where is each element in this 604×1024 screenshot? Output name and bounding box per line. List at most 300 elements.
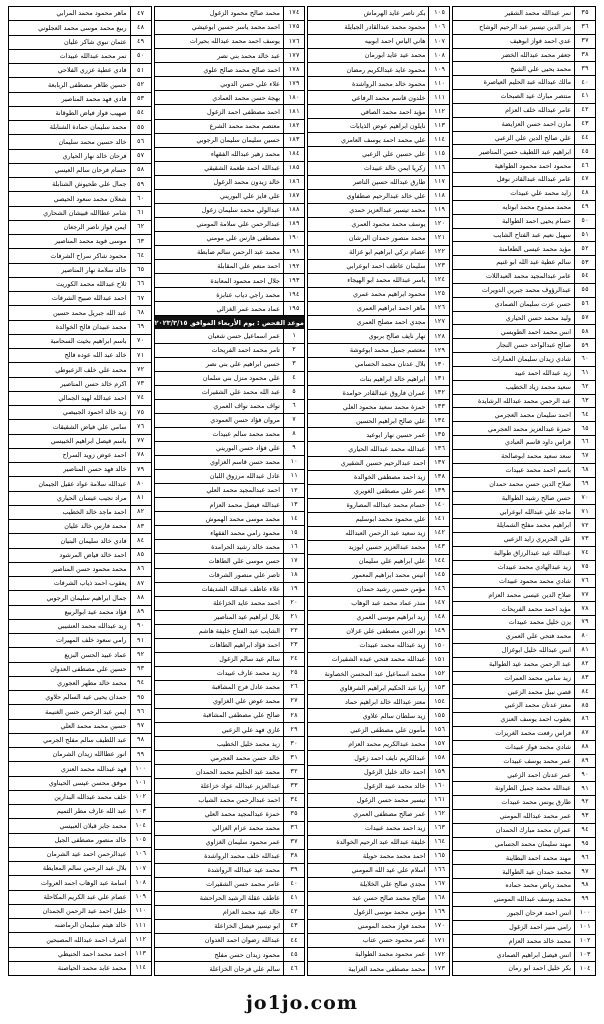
person-name: حمزة عبدالمجيد محمد العلي — [204, 809, 280, 818]
list-row — [155, 597, 304, 611]
person-name: حسام محمد عبدالله المصاروة — [346, 500, 426, 509]
row-number: ٢٠ — [283, 597, 304, 610]
person-name: خالد زيدون محمد الزغول — [213, 178, 280, 187]
person-name: عبد خالد محمد بني نصر — [217, 51, 280, 60]
person-name: صالح محمد صالح حسن عيد — [352, 894, 426, 903]
person-name: الشايب عبد الفتاح خليفة هاشم — [198, 627, 280, 636]
row-number: ٨٣ — [130, 520, 151, 533]
person-name: عبدالعزيز عبدالله عواد خزاعلة — [200, 781, 280, 790]
row-number: ١٣٨ — [428, 471, 449, 484]
list-row — [9, 420, 151, 434]
person-name: محمد فارس خالد عليان — [64, 522, 127, 531]
person-name: احمد عبدالله لهيد الجمالي — [58, 394, 127, 403]
list-row — [453, 21, 595, 35]
person-name: احمد خالد فياض المرشود — [59, 550, 127, 559]
list-row — [9, 349, 151, 363]
list-row — [453, 948, 595, 962]
list-row — [308, 274, 450, 288]
list-row — [155, 49, 304, 63]
person-name: حسن موسى علي الطاهات — [208, 556, 280, 565]
person-name: محمد محمد عزام الغزالي — [212, 823, 280, 832]
list-row — [453, 145, 595, 159]
row-number: ١٠٦ — [428, 21, 449, 34]
person-name: حمدان يحيى عيد السالم حلاوي — [45, 693, 127, 702]
list-row — [155, 554, 304, 568]
list-row — [453, 408, 595, 422]
row-number: ٧٢ — [130, 363, 151, 376]
list-row — [155, 569, 304, 583]
list-row — [453, 35, 595, 49]
person-name: مهند محمد احمد البطاينة — [505, 853, 571, 862]
list-row — [308, 836, 450, 850]
list-row — [308, 962, 450, 975]
list-row — [155, 260, 304, 274]
person-name: عمر صالح مصطفى العمري — [353, 809, 426, 818]
person-name: محمد خالد محمد العزام — [508, 936, 571, 945]
list-row — [453, 616, 595, 630]
row-number: ٦٩ — [574, 478, 595, 491]
person-name: بكر خليل احمد ابو رمان — [508, 964, 571, 973]
row-number: ١٠٧ — [130, 862, 151, 875]
list-row — [308, 218, 450, 232]
row-number: ٤٧ — [574, 173, 595, 186]
person-name: صهيب فواز فياض الطوقانة — [55, 109, 127, 118]
list-row — [155, 667, 304, 681]
person-name: تاصر علي منصور الشرقات — [208, 570, 280, 579]
row-number: ٩٢ — [574, 796, 595, 809]
row-number: ٣٩ — [283, 864, 304, 877]
list-row — [155, 428, 304, 442]
person-name: منتصر مبارك عيد الصبحات — [500, 92, 571, 101]
person-name: محمد محمود حسن المناصير — [51, 565, 127, 574]
person-name: عامر عبدالله خلف العزام — [505, 106, 571, 115]
person-name: خلدون قاسم محمد الرفاعي — [351, 93, 426, 102]
person-name: زيد عبدالله محمد العشيبي — [57, 622, 127, 631]
list-row — [9, 506, 151, 520]
person-name: خالد محمد عبيد الزغول — [364, 781, 426, 790]
list-row — [453, 699, 595, 713]
row-number: ١٥٢ — [428, 667, 449, 680]
list-row — [308, 513, 450, 527]
person-name: مازن احمد حسن العزايضة — [501, 119, 571, 128]
list-row — [453, 796, 595, 810]
list-row — [9, 948, 151, 962]
list-row — [9, 50, 151, 64]
row-number: ١٥٣ — [428, 681, 449, 694]
person-name: ربيع محمد موسى محمد العجلوني — [38, 23, 127, 32]
row-number: ١٠٨ — [428, 49, 449, 62]
person-name: جلال احمد محمود المعابدة — [210, 276, 280, 285]
row-number: ٥٥ — [130, 121, 151, 134]
row-number: ٧٩ — [130, 463, 151, 476]
person-name: علي فايز علي البوريني — [219, 192, 280, 201]
person-name: سامي علي فياض الشقيقات — [52, 422, 127, 431]
person-name: انيس محمد ابراهيم المعمور — [352, 571, 426, 580]
person-name: محمد راجي دياب عنابزة — [216, 290, 280, 299]
person-name: موسى فويد محمد المناصير — [54, 237, 127, 246]
person-name: محمد عبدالعزيز حسين ابوزيد — [348, 543, 426, 552]
row-number: ١١٤ — [130, 962, 151, 975]
person-name: عبد الرحمن محمد عبدالله الرشايدة — [478, 396, 571, 405]
row-number: ١١٦ — [428, 162, 449, 175]
list-row — [308, 260, 450, 274]
row-number: ١٦٧ — [428, 878, 449, 891]
person-name: حسن عزت سليمان الصمادي — [494, 299, 571, 308]
person-name: طارق يونس محمد عبيدات — [501, 798, 571, 807]
list-row — [9, 805, 151, 819]
row-number: ١٠٢ — [130, 791, 151, 804]
row-number: ١١٠ — [428, 77, 449, 90]
person-name: احمد عبدالرحيم حسين الشقيري — [340, 458, 426, 467]
list-row — [9, 862, 151, 876]
row-number: ١٥٧ — [428, 737, 449, 750]
list-row — [453, 561, 595, 575]
row-number: ١٠٤ — [574, 962, 595, 975]
list-row — [453, 353, 595, 367]
row-number: ١٥٥ — [428, 709, 449, 722]
row-number: ٥٩ — [574, 339, 595, 352]
row-number: ١٥٨ — [428, 751, 449, 764]
person-name: بلال عدنان محمد الحسامي — [354, 360, 426, 369]
row-number: ٨٢ — [130, 506, 151, 519]
row-number: ٩٣ — [130, 663, 151, 676]
person-name: فادي فهد محمد المناصير — [61, 94, 127, 103]
row-number: ٥٦ — [574, 298, 595, 311]
row-number: ١٢٠ — [428, 218, 449, 231]
list-row — [155, 737, 304, 751]
list-row — [308, 190, 450, 204]
row-number: ٤٦ — [283, 962, 304, 975]
person-name: محمد حسن قاسم الغزاوي — [209, 458, 280, 467]
row-number: ١٠٢ — [574, 935, 595, 948]
person-name: اسلام علي عيد الله المومني — [351, 866, 426, 875]
row-number: ٣٢ — [283, 765, 304, 778]
row-number: ٨٩ — [574, 755, 595, 768]
row-number: ٧٧ — [130, 435, 151, 448]
person-name: فادي عطية عزري الفلاحي — [57, 66, 127, 75]
list-row — [9, 363, 151, 377]
person-name: شادي زيدان سليمان العمارات — [492, 355, 571, 364]
list-row — [308, 176, 450, 190]
list-row — [453, 76, 595, 90]
list-row — [155, 779, 304, 793]
row-number: ٢٨ — [283, 709, 304, 722]
row-number: ٨٩ — [130, 606, 151, 619]
row-number: ٤١ — [574, 90, 595, 103]
list-row — [9, 891, 151, 905]
person-name: خالد فهد حسن المناصير — [63, 465, 127, 474]
person-name: ابو تيسير فيصل الخزاعلة — [214, 922, 280, 931]
list-row — [453, 381, 595, 395]
row-number: ١١٧ — [428, 176, 449, 189]
list-row — [9, 449, 151, 463]
list-row — [9, 392, 151, 406]
list-row — [155, 765, 304, 779]
list-row — [9, 791, 151, 805]
list-row — [308, 695, 450, 709]
row-number: ١ — [283, 329, 304, 342]
list-row — [155, 21, 304, 35]
row-number: ٣٩ — [574, 62, 595, 75]
row-number: ٩٧ — [130, 720, 151, 733]
list-row — [453, 935, 595, 949]
list-row — [453, 118, 595, 132]
list-row — [453, 159, 595, 173]
person-name: مجدي صالح علي الخلايلة — [359, 880, 426, 889]
list-row — [9, 107, 151, 121]
list-row — [453, 672, 595, 686]
row-number: ١٠ — [283, 456, 304, 469]
row-number: ١٥ — [283, 526, 304, 539]
person-name: خالد حسين محمد سليمان — [58, 137, 127, 146]
row-number: ٦٤ — [574, 408, 595, 421]
list-row — [155, 822, 304, 836]
person-name: علاء عاطف عبدالله الشديفات — [201, 584, 280, 593]
person-name: حسين محمد محمد العلي — [60, 721, 127, 730]
list-row — [308, 639, 450, 653]
row-number: ٧٥ — [130, 406, 151, 419]
row-number: ١٠٥ — [130, 834, 151, 847]
person-name: محمد عبدالكريم محمد العزام — [348, 739, 426, 748]
list-row — [9, 7, 151, 21]
list-row — [155, 232, 304, 246]
list-row — [308, 35, 450, 49]
person-name: عبدالله احمد طعمة الشقيقي — [204, 164, 280, 173]
row-number: ٧٠ — [130, 335, 151, 348]
list-row — [9, 64, 151, 78]
row-number: ٣٤ — [283, 794, 304, 807]
person-name: محمد فواز محمد المومني — [357, 922, 426, 931]
person-name: احمد خالد خليل الزغول — [364, 767, 426, 776]
person-name: فهد عبدالله محمد العنزي — [60, 764, 127, 773]
row-number: ١٢٧ — [428, 316, 449, 329]
row-number: ٣ — [283, 358, 304, 371]
person-name: عماد محمد عمر الغزالي — [216, 304, 280, 313]
row-number: ١٦٨ — [428, 892, 449, 905]
list-row — [453, 270, 595, 284]
row-number: ١٠١ — [574, 921, 595, 934]
list-row — [453, 547, 595, 561]
list-row — [9, 249, 151, 263]
row-number: ١٩١ — [283, 246, 304, 259]
list-row — [308, 386, 450, 400]
row-number: ٨٢ — [574, 658, 595, 671]
person-name: علي صالح ابراهيم الحسين — [355, 416, 426, 425]
person-name: محمد فتحي علي العمري — [505, 632, 571, 641]
row-number: ١٩ — [283, 583, 304, 596]
list-row — [155, 386, 304, 400]
list-row — [308, 499, 450, 513]
list-row — [9, 677, 151, 691]
person-name: محمد سليمان حمادة الشنابلة — [49, 123, 127, 132]
row-number: ٨٤ — [130, 534, 151, 547]
row-number: ٩٤ — [574, 824, 595, 837]
row-number: ٥٢ — [574, 242, 595, 255]
row-number: ٩٧ — [574, 865, 595, 878]
list-row — [453, 658, 595, 672]
list-row — [308, 457, 450, 471]
person-name: فراس رفعت محمد الغريزات — [495, 729, 571, 738]
row-number: ١٠٠ — [574, 907, 595, 920]
list-row — [155, 120, 304, 134]
person-name: صلاح الدين حسن محمد حمدان — [489, 479, 571, 488]
list-row — [155, 288, 304, 302]
person-name: ابراهيم عبد اللطيف حسن المناصير — [479, 147, 571, 156]
person-name: محمود عايد عبدالكريم رمضان — [346, 65, 426, 74]
person-name: محمد خالد مطهر العجوري — [57, 679, 127, 688]
row-number: ١٦٣ — [428, 822, 449, 835]
list-row — [9, 663, 151, 677]
person-name: بدر الدين تيسير عبد الرحيم الوشاح — [479, 23, 571, 32]
site-watermark: jo1jo.com — [246, 992, 358, 1014]
list-row — [453, 325, 595, 339]
person-name: محمود شاكر سراح الشرفات — [50, 251, 127, 260]
row-number: ٨٠ — [574, 630, 595, 643]
row-number: ٣٧ — [283, 836, 304, 849]
person-name: مأمون علي مصطفى الزعبي — [350, 725, 426, 734]
row-number: ٨١ — [130, 492, 151, 505]
row-number: ٤٤ — [574, 132, 595, 145]
list-row — [9, 520, 151, 534]
person-name: محمد عبد الرحمن سالم صابطة — [197, 248, 280, 257]
list-row — [155, 864, 304, 878]
row-number: ٦٦ — [574, 436, 595, 449]
list-row — [155, 134, 304, 148]
person-name: زيد عبدالله احمد عبيد — [514, 369, 571, 378]
row-number: ٧٥ — [574, 561, 595, 574]
list-row — [155, 653, 304, 667]
list-row — [9, 264, 151, 278]
row-number: ٩٩ — [574, 893, 595, 906]
person-name: عمر محمد عبدالله المومني — [499, 812, 571, 821]
list-row — [9, 192, 151, 206]
list-row — [453, 132, 595, 146]
list-row — [155, 962, 304, 975]
list-row — [9, 777, 151, 791]
person-name: نواف محمد نواف العمري — [213, 402, 280, 411]
row-number: ٤٠ — [574, 76, 595, 89]
list-row — [9, 21, 151, 35]
person-name: سالم عيد سالم الزغول — [219, 655, 280, 664]
person-name: محمد عادل فرج المشاقبة — [211, 683, 280, 692]
person-name: ياسر عبدالله محمد ابو الهيجاء — [347, 276, 426, 285]
list-row — [9, 962, 151, 975]
list-row — [155, 105, 304, 119]
person-name: زيد سلطان سالم علاوي — [362, 711, 426, 720]
list-row — [453, 893, 595, 907]
list-row — [9, 135, 151, 149]
row-number: ٣٨ — [574, 49, 595, 62]
list-row — [308, 105, 450, 119]
row-number: ٦٢ — [130, 221, 151, 234]
row-number: ٥٣ — [130, 93, 151, 106]
row-number: ١٤٢ — [428, 527, 449, 540]
row-number: ٦١ — [130, 207, 151, 220]
list-row — [453, 505, 595, 519]
person-name: عاطف عقلة الرشيد الحراحشة — [199, 894, 280, 903]
list-row — [308, 414, 450, 428]
row-number: ٤ — [283, 372, 304, 385]
list-row — [308, 147, 450, 161]
row-number: ١٤٤ — [428, 555, 449, 568]
person-name: محمد عبيدان فالح الخوالدة — [55, 322, 127, 331]
person-name: حسين طاهر مصطفى الربابعة — [48, 80, 127, 89]
list-row — [453, 229, 595, 243]
person-name: يعقوب احمد ذياب الشرفات — [53, 579, 127, 588]
row-number: ٤٧ — [130, 7, 151, 20]
person-name: عبدالرحمن علي سلامة المومني — [196, 220, 280, 229]
row-number: ١١ — [283, 470, 304, 483]
person-name: عبدالله خلف محمد الرواشدة — [204, 852, 280, 861]
row-number: ٧٨ — [130, 449, 151, 462]
list-row — [453, 962, 595, 975]
person-name: محمد زهير عبدالله الفقهاء — [210, 149, 280, 158]
list-row — [155, 218, 304, 232]
list-row — [9, 549, 151, 563]
list-row — [308, 358, 450, 372]
row-number: ٥٧ — [130, 150, 151, 163]
list-row — [453, 256, 595, 270]
person-name: عبدالله محمد فتحي عيده الشقيرات — [331, 655, 426, 664]
person-name: احمد عبدالله صبيح الشرفات — [51, 294, 127, 303]
list-row — [453, 768, 595, 782]
person-name: محمد يحيى علي الشيخ — [510, 64, 571, 73]
person-name: علي صالح الدين علي الزعبي — [494, 133, 571, 142]
person-name: نايلون ابراهيم عوض الذيابات — [349, 121, 426, 130]
list-row — [308, 372, 450, 386]
person-name: محمد حمدان عيد الطوالبة — [502, 867, 571, 876]
list-row — [155, 878, 304, 892]
row-number: ٩٥ — [130, 691, 151, 704]
person-name: محمد علي خلف الزعبوطي — [55, 365, 127, 374]
list-row — [155, 190, 304, 204]
person-name: عمر اسماعيل حسن شعبان — [207, 331, 280, 340]
row-number: ١٠٦ — [130, 848, 151, 861]
row-number: ١١٠ — [130, 905, 151, 918]
person-name: حمزة محمد سعيد محمود العلي — [342, 402, 426, 411]
row-number: ٩٠ — [574, 768, 595, 781]
row-number: ١٣ — [283, 498, 304, 511]
person-name: محمد جابر قبلان العبيسي — [59, 821, 127, 830]
person-name: عبدالرؤوف محمد جبرين الدويرات — [481, 286, 571, 295]
list-row — [453, 464, 595, 478]
list-row — [453, 492, 595, 506]
person-name: قصي نبيل محمد الزعبي — [507, 687, 571, 696]
person-name: عمر محمد يوسف عبيدات — [503, 756, 571, 765]
person-name: احمد محمد محمد حويلة — [362, 852, 426, 861]
row-number: ٧٩ — [574, 616, 595, 629]
row-number: ٤٩ — [574, 201, 595, 214]
list-row — [308, 119, 450, 133]
list-row — [453, 810, 595, 824]
list-row — [9, 691, 151, 705]
row-number: ١٠٣ — [130, 805, 151, 818]
list-row — [453, 741, 595, 755]
person-name: باسم احمد محمد عبيدات — [505, 466, 571, 475]
list-row — [308, 541, 450, 555]
row-number: ٥٨ — [574, 325, 595, 338]
list-row — [308, 400, 450, 414]
list-row — [155, 63, 304, 77]
list-row — [308, 485, 450, 499]
person-name: عصام علي عبد الكريم المكاحلة — [43, 892, 127, 901]
person-name: احمد سليمان محمد العجرمي — [494, 410, 571, 419]
list-row — [453, 173, 595, 187]
row-number: ١٠٨ — [130, 876, 151, 889]
person-name: معتز عدنان محمد الزعبي — [504, 701, 571, 710]
row-number: ٢٥ — [283, 667, 304, 680]
row-number: ٤٩ — [130, 36, 151, 49]
